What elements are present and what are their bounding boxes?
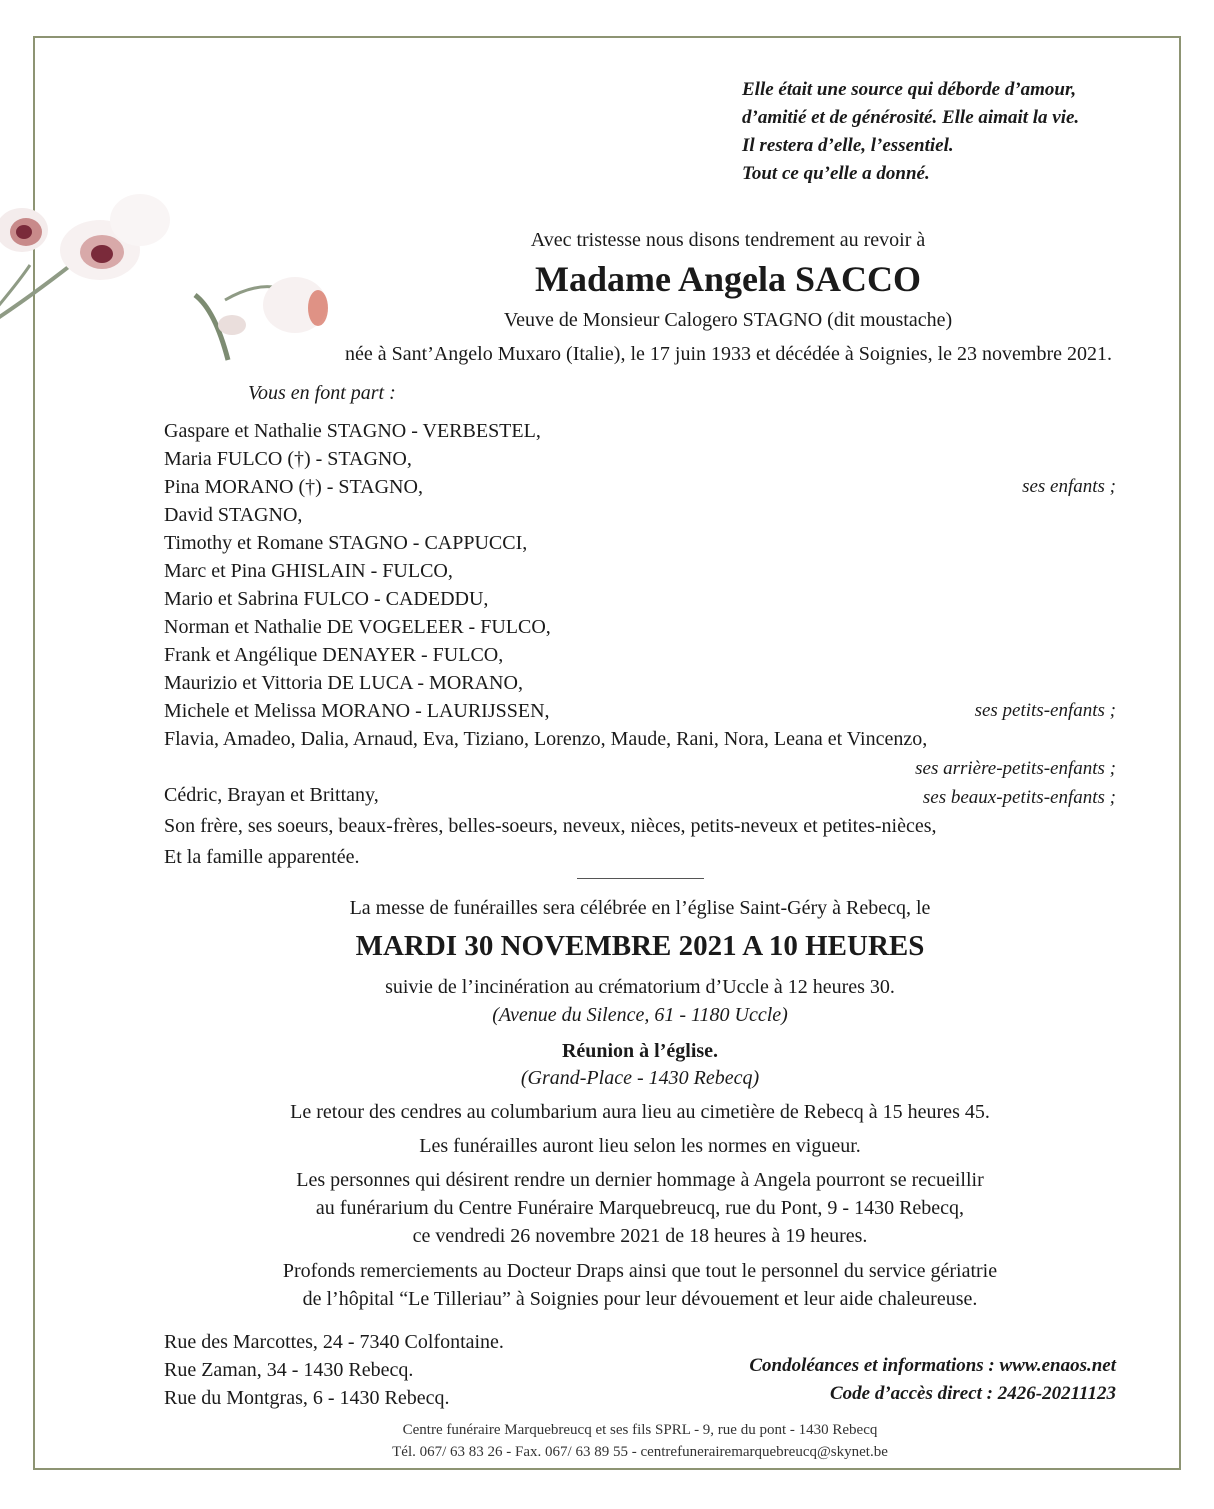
footer-line: Centre funéraire Marquebreucq et ses fils SPRL - 9, rue du pont - 1430 Rebecq bbox=[402, 1422, 878, 1438]
family-addresses bbox=[164, 1328, 504, 1412]
list-item: Maria FULCO (†) - STAGNO, bbox=[164, 448, 412, 470]
norms-text: Les funérailles auront lieu selon les normes en vigueur. bbox=[419, 1135, 861, 1157]
role-step-grandchildren: ses beaux-petits-enfants ; bbox=[922, 787, 1116, 808]
funeral-home-footer bbox=[392, 1419, 888, 1463]
list-spacer bbox=[164, 753, 937, 781]
visit-line: Les personnes qui désirent rendre un dernier hommage à Angela pourront se recueillir bbox=[296, 1169, 984, 1191]
list-item: Flavia, Amadeo, Dalia, Arnaud, Eva, Tiziano, Lorenzo, Maude, Rani, Nora, Leana et Vincenzo, bbox=[164, 728, 928, 750]
list-item: Pina MORANO (†) - STAGNO, bbox=[164, 476, 423, 498]
condolences-block bbox=[749, 1352, 1116, 1408]
list-item: Maurizio et Vittoria DE LUCA - MORANO, bbox=[164, 672, 523, 694]
birth-death-line: née à Sant’Angelo Muxaro (Italie), le 17 juin 1933 et décédée à Soignies, le 23 novembre 2021. bbox=[345, 343, 1112, 365]
poem-line: Il restera d’elle, l’essentiel. bbox=[742, 135, 954, 156]
access-code: Code d’accès direct : 2426-20211123 bbox=[829, 1383, 1116, 1404]
thanks-paragraph bbox=[283, 1257, 997, 1313]
list-item: Norman et Nathalie DE VOGELEER - FULCO, bbox=[164, 616, 551, 638]
meeting-text: Réunion à l’église. bbox=[561, 1040, 719, 1062]
footer-line: Tél. 067/ 63 83 26 - Fax. 067/ 63 89 55 - centrefunerairemarquebreucq@skynet.be bbox=[392, 1444, 888, 1460]
poem bbox=[742, 76, 1079, 188]
role-grandchildren: ses petits-enfants ; bbox=[974, 700, 1116, 721]
orchid-flower-icon bbox=[0, 194, 328, 360]
mass-date: MARDI 30 NOVEMBRE 2021 A 10 HEURES bbox=[355, 930, 925, 962]
poem-line: Elle était une source qui déborde d’amour, bbox=[742, 79, 1077, 100]
mass-intro: La messe de funérailles sera célébrée en l’église Saint-Géry à Rebecq, le bbox=[349, 897, 931, 919]
list-item: David STAGNO, bbox=[164, 504, 303, 526]
list-item: Frank et Angélique DENAYER - FULCO, bbox=[164, 644, 504, 666]
role-children: ses enfants ; bbox=[1022, 476, 1116, 497]
poem-line: Tout ce qu’elle a donné. bbox=[742, 163, 930, 184]
visit-line: au funérarium du Centre Funéraire Marquebreucq, rue du Pont, 9 - 1430 Rebecq, bbox=[315, 1197, 965, 1219]
visit-line: ce vendredi 26 novembre 2021 de 18 heures à 19 heures. bbox=[412, 1225, 868, 1247]
thanks-line: Profonds remerciements au Docteur Draps ainsi que tout le personnel du service gériatrie bbox=[282, 1260, 998, 1282]
widow-line: Veuve de Monsieur Calogero STAGNO (dit moustache) bbox=[503, 309, 953, 331]
deceased-name: Madame Angela SACCO bbox=[535, 259, 921, 299]
cremation-text: suivie de l’incinération au crématorium d’Uccle à 12 heures 30. bbox=[385, 976, 895, 998]
role-great-grandchildren: ses arrière-petits-enfants ; bbox=[915, 758, 1116, 779]
list-item: Marc et Pina GHISLAIN - FULCO, bbox=[164, 560, 453, 582]
list-item: Michele et Melissa MORANO - LAURIJSSEN, bbox=[164, 700, 550, 722]
meeting-address: (Grand-Place - 1430 Rebecq) bbox=[520, 1067, 760, 1089]
cremation-address: (Avenue du Silence, 61 - 1180 Uccle) bbox=[492, 1004, 788, 1026]
list-item: Cédric, Brayan et Brittany, bbox=[164, 784, 379, 806]
list-item: Et la famille apparentée. bbox=[164, 846, 360, 868]
ashes-text: Le retour des cendres au columbarium aura lieu au cimetière de Rebecq à 15 heures 45. bbox=[290, 1101, 990, 1123]
address-line: Rue Zaman, 34 - 1430 Rebecq. bbox=[164, 1359, 414, 1381]
separator-line bbox=[577, 878, 704, 879]
list-item: Son frère, ses soeurs, beaux-frères, belles-soeurs, neveux, nièces, petits-neveux et petites-nièces, bbox=[164, 815, 937, 837]
address-line: Rue des Marcottes, 24 - 7340 Colfontaine. bbox=[164, 1331, 504, 1353]
condolences-text: Condoléances et informations : www.enaos.net bbox=[749, 1355, 1116, 1376]
visit-paragraph bbox=[296, 1166, 984, 1250]
list-item: Gaspare et Nathalie STAGNO - VERBESTEL, bbox=[164, 420, 541, 442]
announce-label: Vous en font part : bbox=[248, 382, 396, 404]
list-item: Mario et Sabrina FULCO - CADEDDU, bbox=[164, 588, 489, 610]
intro-text: Avec tristesse nous disons tendrement au revoir à bbox=[530, 229, 926, 251]
address-line: Rue du Montgras, 6 - 1430 Rebecq. bbox=[164, 1387, 450, 1409]
thanks-line: de l’hôpital “Le Tilleriau” à Soignies pour leur dévouement et leur aide chaleureuse. bbox=[302, 1288, 978, 1310]
orchid-decoration bbox=[0, 180, 340, 380]
family-list bbox=[164, 417, 937, 871]
list-item: Timothy et Romane STAGNO - CAPPUCCI, bbox=[164, 532, 528, 554]
poem-line: d’amitié et de générosité. Elle aimait la vie. bbox=[742, 107, 1080, 128]
